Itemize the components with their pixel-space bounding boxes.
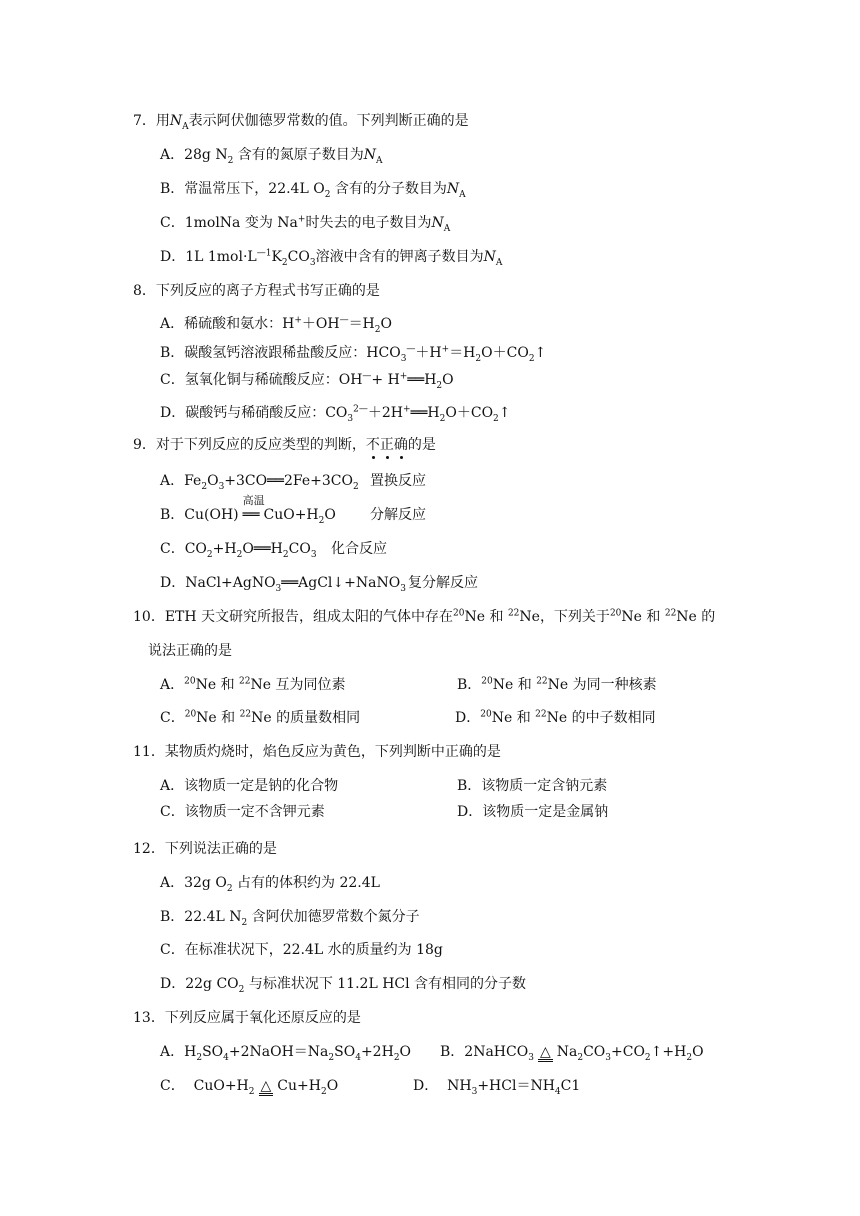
q10-option-d: D．$^{20}$Ne 和 $^{22}$Ne 的中子数相同: [455, 709, 656, 726]
heat-condition: △: [260, 1078, 272, 1094]
q12-option-b: B．22.4L $N_2$ 含阿伏加德罗常数个氮分子: [160, 909, 420, 928]
q12-stem: 12．下列说法正确的是: [133, 841, 277, 857]
q11-option-b: B．该物质一定含钠元素: [457, 778, 608, 794]
q12-option-d: D．22g $CO_2$ 与标准状况下 11.2L HCl 含有相同的分子数: [160, 976, 527, 995]
q9-option-a: A．$Fe_2O_3+3CO══2Fe+3CO_2$ 置换反应: [160, 473, 426, 492]
q9-a-type: 置换反应: [370, 473, 426, 489]
q9-b-type: 分解反应: [370, 507, 426, 523]
q9-d-type: 复分解反应: [408, 575, 478, 591]
q9-option-c: C．$CO_2+H_2O══H_2CO_3$ 化合反应: [160, 541, 387, 560]
emphasis-not-correct: 不 正 确: [366, 437, 408, 453]
q13-stem: 13．下列反应属于氧化还原反应的是: [133, 1010, 361, 1026]
q9-c-type: 化合反应: [331, 541, 387, 557]
q8-option-d: D．碳酸钙与稀硝酸反应：$CO_3^{2—}+2H^+══H_2O+CO_2↑$: [160, 404, 511, 424]
q10-stem-line1: 10．ETH 天文研究所报告，组成太阳的气体中存在$^{20}$Ne 和 $^{22}$Ne，下列关于$^{20}$Ne 和 $^{22}$Ne 的: [133, 608, 716, 625]
q8-stem: 8．下列反应的离子方程式书写正确的是: [133, 283, 380, 299]
q8-option-b: B．碳酸氢钙溶液跟稀盐酸反应：$HCO_3^—+H^+=H_2O+CO_2↑$: [160, 344, 547, 364]
q13-option-d: D． $NH_3+HCl=NH_4C1$: [413, 1078, 581, 1097]
q11-option-a: A．该物质一定是钠的化合物: [160, 778, 339, 794]
q8-option-a: A．稀硫酸和氨水：$H^++OH^—=H_2O$: [160, 315, 392, 335]
q7-option-c: C．1molNa 变为 Na+时失去的电子数目为$N_A$: [160, 214, 451, 234]
heat-condition: △: [539, 1044, 551, 1060]
q11-option-c: C．该物质一定不含钾元素: [160, 804, 325, 820]
q9-option-d: D．NaCl+AgNO$_3$══AgCl↓+NaNO$_3$ 复分解反应: [160, 575, 478, 594]
high-temp-condition: 高温 ══: [242, 494, 265, 523]
q7-option-a: A．28g $N_2$ 含有的氮原子数目为$N_A$: [160, 147, 383, 166]
q13-option-c: C． $CuO+H_2$ △ $Cu+H_2O$: [160, 1078, 339, 1097]
q11-stem: 11．某物质灼烧时，焰色反应为黄色，下列判断中正确的是: [133, 744, 501, 760]
q7-stem: 7．用$N_A$表示阿伏伽德罗常数的值。下列判断正确的是: [133, 113, 469, 132]
q7-option-b: B．常温常压下，22.4L $O_2$ 含有的分子数目为$N_A$: [160, 181, 466, 200]
q12-option-c: C．在标准状况下，22.4L 水的质量约为 18g: [160, 942, 443, 958]
q13-option-a: A．$H_2SO_4+2NaOH=Na_2SO_4+2H_2O$: [160, 1044, 412, 1063]
q10-option-a: A．$^{20}$Ne 和 $^{22}$Ne 互为同位素: [160, 676, 346, 693]
q10-stem-line2: 说法正确的是: [148, 643, 232, 659]
q9-stem: 9．对于下列反应的反应类型的判断，不 正 确 的是: [133, 435, 436, 455]
q11-option-d: D．该物质一定是金属钠: [457, 804, 609, 820]
q10-option-b: B．$^{20}$Ne 和 $^{22}$Ne 为同一种核素: [457, 676, 657, 693]
q13-option-b: B．2NaHCO$_3$ △ $Na_2CO_3+CO_2↑+H_2O$: [440, 1044, 704, 1063]
q12-option-a: A．32g $O_2$ 占有的体积约为 22.4L: [160, 875, 380, 894]
q8-option-c: C．氢氧化铜与稀硫酸反应：$OH^—+ H^+══H_2O$: [160, 371, 454, 391]
q7-option-d: D．1L $1mol\cdot L^{—1}K_2CO_3$溶液中含有的钾离子数目为$N_A$: [160, 248, 503, 268]
q10-option-c: C．$^{20}$Ne 和 $^{22}$Ne 的质量数相同: [160, 709, 361, 726]
q9-option-b: B．Cu(OH) 高温 ══ $CuO+H_2O$ 分解反应: [160, 494, 426, 526]
